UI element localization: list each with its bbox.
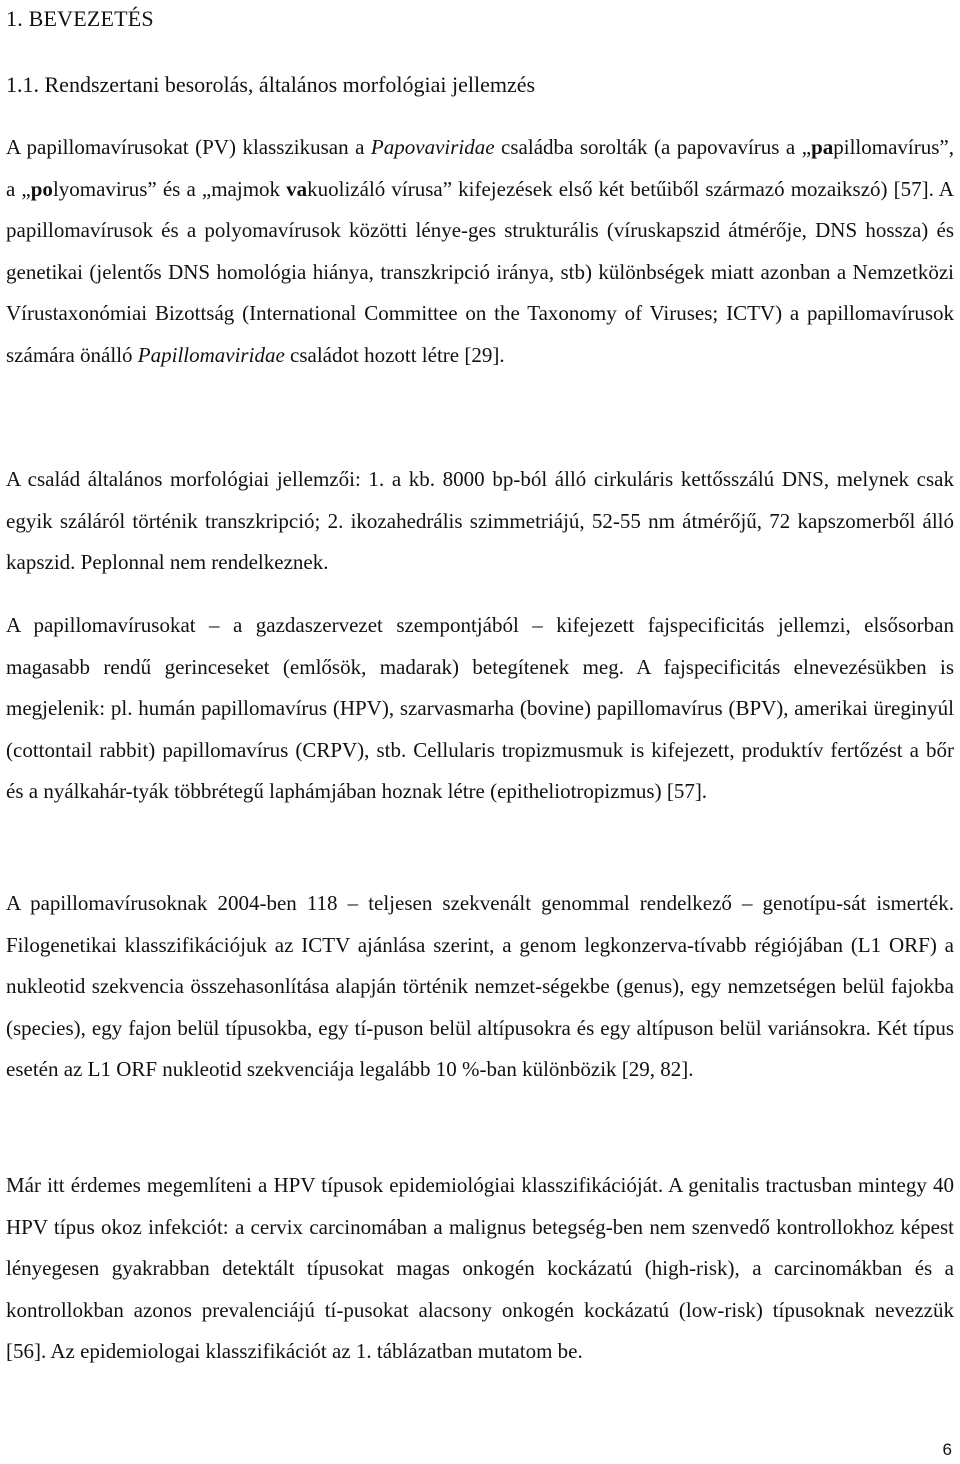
paragraph-specificity: A papillomavírusokat – a gazdaszervezet szempontjából – kifejezett fajspecificitás jellemzi, elsősorban magasabb rendű gerinceseket (emlősök, madarak) betegítenek meg. A fajspecificitás elnevezésükben is megjelenik: pl. humán papillomavírus (HPV), szarvasmarha (bovine) papillomavírus (BPV), amerikai üreginyúl (cottontail rabbit) papillomavírus (CRPV), stb. Cellularis tropizmusmuk is kifejezett, produktív fertőzést a bőr és a nyálkahár-tyák többrétegű laphámjában hoznak létre (epitheliotropizmus) [57]. [6, 613, 954, 803]
taxon-name-italic: Papillomaviridae [137, 342, 285, 367]
page-number: 6 [942, 1440, 952, 1459]
text-span: pillomavírus”, a „ [6, 135, 954, 201]
paragraph-epidemiology: Már itt érdemes megemlíteni a HPV típusok epidemiológiai klasszifikációját. A genitalis tractusban mintegy 40 HPV típus okoz infekciót: a cervix carcinomában a malignus betegség-ben nem szenvedő kontrollokhoz képest lényegesen gyakrabban detektált típusokat magas onkogén kockázatú (high-risk), a carcinomákban és a kontrollokban azonos prevalenciájú tí-pusokat alacsony onkogén kockázatú (low-risk) típusoknak nevezzük [56]. Az epidemiologai klasszifikációt az 1. táblázatban mutatom be. [6, 1173, 954, 1363]
bold-acronym-part: va [286, 176, 308, 201]
bold-acronym-part: pa [811, 135, 834, 159]
section-heading: 1.1. Rendszertani besorolás, általános morfológiai jellemzés [6, 72, 536, 97]
taxon-name-italic: Papovaviridae [370, 135, 495, 159]
paragraph-genotypes: A papillomavírusoknak 2004-ben 118 – teljesen szekvenált genommal rendelkező – genotípu-sát ismerték. Filogenetikai klasszifikációjuk az ICTV ajánlása szerint, a genom legkonzerva-tívabb régiójában (L1 ORF) a nukleotid szekvencia összehasonlítása alapján történik nemzet-ségekbe (genus), egy nemzetségen belül fajokba (species), egy fajon belül típusokba, egy tí-puson belül altípusokra és egy altípuson belül variánsokra. Két típus esetén az L1 ORF nukleotid szekvenciája legalább 10 %-ban különbözik [29, 82]. [6, 891, 954, 1081]
text-span: családba sorolták (a papovavírus a „ [494, 135, 812, 159]
text-span: családot hozott létre [29]. [284, 342, 505, 367]
bold-acronym-part: po [30, 176, 53, 201]
paragraph-classification [6, 127, 954, 376]
text-span: A papillomavírusokat (PV) klasszikusan a [6, 135, 371, 159]
paragraph-morphology: A család általános morfológiai jellemzői: 1. a kb. 8000 bp-ból álló cirkuláris kettősszálú DNS, melynek csak egyik száláról történik transzkripció; 2. ikozahedrális szimmetriájú, 52-55 nm átmérőjű, 72 kapszomerből álló kapszid. Peplonnal nem rendelkeznek. [6, 467, 954, 574]
text-span: kuolizáló vírusa” kifejezések első két betűiből származó mozaikszó) [57]. A papillomavírusok és a polyomavírusok közötti lénye-ges strukturális (víruskapszid átmérője, DNS hossza) és genetikai (jelentős DNS homológia hiánya, transzkripció iránya, stb) különbségek miatt azonban a Nemzetközi Vírustaxonómiai Bizottság (International Committee on the Taxonomy of Viruses; ICTV) a papillomavírusok számára önálló [6, 176, 954, 367]
text-span: lyomavirus” és a „majmok [52, 176, 287, 201]
chapter-heading: 1. BEVEZETÉS [6, 6, 154, 31]
